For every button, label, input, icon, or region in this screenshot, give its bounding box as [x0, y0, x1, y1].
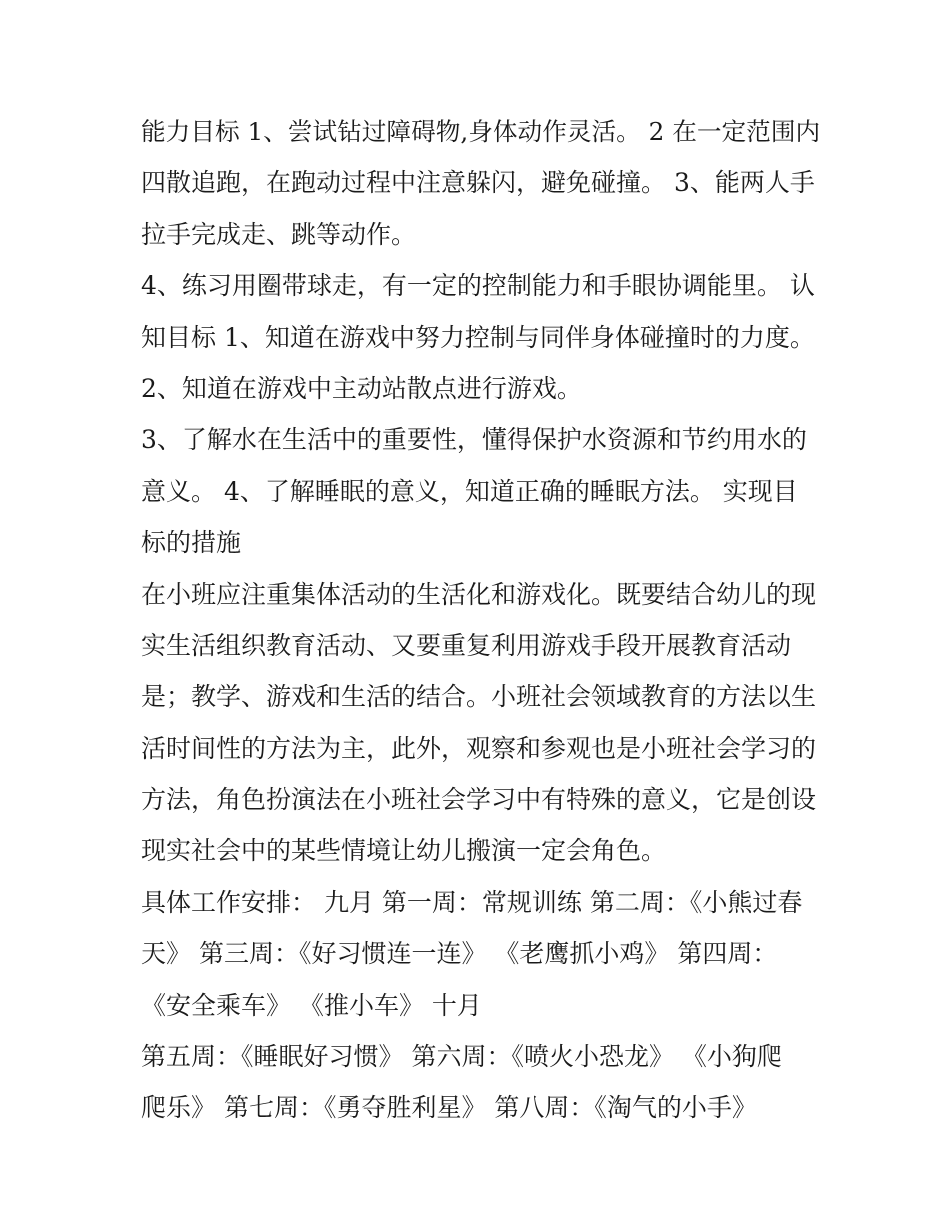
text-line: 3、了解水在生活中的重要性，懂得保护水资源和节约用水的	[141, 425, 807, 455]
text-line: 天》 第三周：《好习惯连一连》 《老鹰抓小鸡》 第四周：	[141, 939, 778, 969]
text-line: 实生活组织教育活动、又要重复利用游戏手段开展教育活动	[141, 630, 792, 660]
text-line: 爬乐》 第七周：《勇夺胜利星》 第八周：《淘气的小手》	[141, 1093, 757, 1123]
text-line: 具体工作安排： 九月 第一周：常规训练 第二周：《小熊过春	[141, 887, 803, 917]
text-line: 方法，角色扮演法在小班社会学习中有特殊的意义，它是创设	[141, 785, 817, 815]
text-line: 《安全乘车》 《推小车》 十月	[141, 990, 482, 1020]
text-line: 是；教学、游戏和生活的结合。小班社会领域教育的方法以生	[141, 682, 817, 712]
text-line: 四散追跑，在跑动过程中注意躲闪，避免碰撞。 3、能两人手	[141, 168, 815, 198]
text-line: 拉手完成走、跳等动作。	[141, 219, 417, 249]
text-line: 在小班应注重集体活动的生活化和游戏化。既要结合幼儿的现	[141, 579, 817, 609]
text-line: 活时间性的方法为主，此外，观察和参观也是小班社会学习的	[141, 733, 817, 763]
text-line: 标的措施	[141, 528, 242, 558]
text-line: 第五周：《睡眠好习惯》 第六周：《喷火小恐龙》 《小狗爬	[141, 1042, 782, 1072]
text-line: 现实社会中的某些情境让幼儿搬演一定会角色。	[141, 836, 667, 866]
text-line: 意义。 4、了解睡眠的意义，知道正确的睡眠方法。 实现目	[141, 476, 798, 506]
text-line: 知目标 1、知道在游戏中努力控制与同伴身体碰撞时的力度。	[141, 322, 815, 352]
document-body	[141, 106, 821, 1134]
text-line: 2、知道在游戏中主动站散点进行游戏。	[141, 373, 582, 403]
text-line: 4、练习用圈带球走，有一定的控制能力和手眼协调能里。 认	[141, 271, 815, 301]
text-line: 能力目标 1、尝试钻过障碍物,身体动作灵活。 2 在一定范围内	[141, 117, 821, 146]
